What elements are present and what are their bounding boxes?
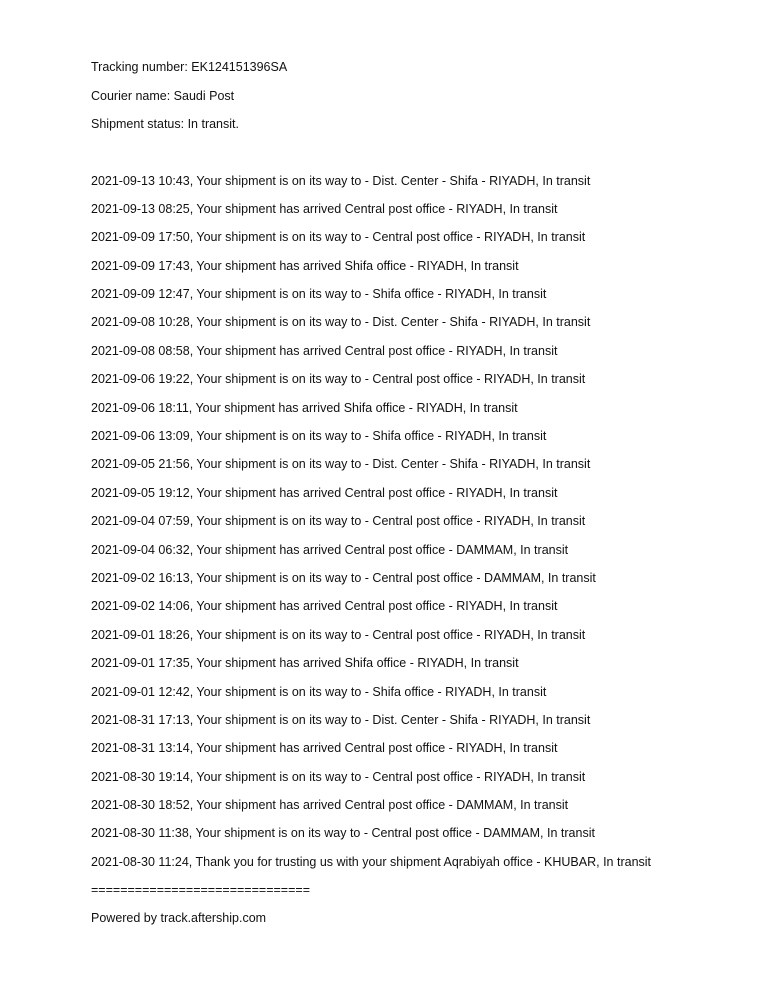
tracking-number: Tracking number: EK124151396SA	[91, 60, 288, 74]
list-item: 2021-09-02 14:06, Your shipment has arrived Central post office - RIYADH, In transit	[91, 599, 558, 614]
list-item: 2021-08-30 11:38, Your shipment is on its way to - Central post office - DAMMAM, In transit	[91, 826, 595, 841]
list-item: 2021-09-01 17:35, Your shipment has arrived Shifa office - RIYADH, In transit	[91, 656, 519, 671]
list-item: 2021-09-08 10:28, Your shipment is on its way to - Dist. Center - Shifa - RIYADH, In transit	[91, 315, 591, 330]
list-item: 2021-09-02 16:13, Your shipment is on its way to - Central post office - DAMMAM, In transit	[91, 570, 596, 585]
spacer	[91, 143, 731, 171]
tracking-history-list	[91, 171, 731, 881]
list-item: 2021-09-08 08:58, Your shipment has arrived Central post office - RIYADH, In transit	[91, 343, 558, 358]
powered-by: Powered by track.aftership.com	[91, 911, 267, 926]
list-item: 2021-09-06 19:22, Your shipment is on its way to - Central post office - RIYADH, In transit	[91, 372, 586, 387]
list-item: 2021-09-05 21:56, Your shipment is on its way to - Dist. Center - Shifa - RIYADH, In transit	[91, 457, 591, 472]
list-item: 2021-08-31 13:14, Your shipment has arrived Central post office - RIYADH, In transit	[91, 741, 558, 756]
list-item: 2021-09-09 12:47, Your shipment is on its way to - Shifa office - RIYADH, In transit	[91, 287, 547, 302]
list-item: 2021-09-01 18:26, Your shipment is on its way to - Central post office - RIYADH, In transit	[91, 627, 586, 642]
courier-name: Courier name: Saudi Post	[91, 88, 235, 103]
list-item: 2021-08-30 19:14, Your shipment is on its way to - Central post office - RIYADH, In transit	[91, 769, 586, 784]
list-item: 2021-09-05 19:12, Your shipment has arrived Central post office - RIYADH, In transit	[91, 485, 558, 500]
shipment-status: Shipment status: In transit.	[91, 117, 239, 131]
list-item: 2021-09-04 07:59, Your shipment is on its way to - Central post office - RIYADH, In transit	[91, 514, 586, 529]
document-page	[91, 57, 731, 937]
separator-line: ==============================	[91, 883, 310, 898]
list-item: 2021-09-09 17:43, Your shipment has arrived Shifa office - RIYADH, In transit	[91, 258, 519, 273]
list-item: 2021-08-30 11:24, Thank you for trusting us with your shipment Aqrabiyah office - KHUBAR, In transit	[91, 854, 652, 869]
list-item: 2021-09-09 17:50, Your shipment is on its way to - Central post office - RIYADH, In transit	[91, 230, 586, 245]
list-item: 2021-09-13 08:25, Your shipment has arrived Central post office - RIYADH, In transit	[91, 201, 558, 216]
list-item: 2021-08-30 18:52, Your shipment has arrived Central post office - DAMMAM, In transit	[91, 798, 569, 813]
list-item: 2021-08-31 17:13, Your shipment is on its way to - Dist. Center - Shifa - RIYADH, In transit	[91, 712, 591, 727]
list-item: 2021-09-01 12:42, Your shipment is on its way to - Shifa office - RIYADH, In transit	[91, 684, 547, 699]
list-item: 2021-09-06 18:11, Your shipment has arrived Shifa office - RIYADH, In transit	[91, 400, 518, 415]
list-item: 2021-09-13 10:43, Your shipment is on its way to - Dist. Center - Shifa - RIYADH, In transit	[91, 173, 591, 188]
list-item: 2021-09-04 06:32, Your shipment has arrived Central post office - DAMMAM, In transit	[91, 542, 569, 557]
list-item: 2021-09-06 13:09, Your shipment is on its way to - Shifa office - RIYADH, In transit	[91, 429, 547, 444]
